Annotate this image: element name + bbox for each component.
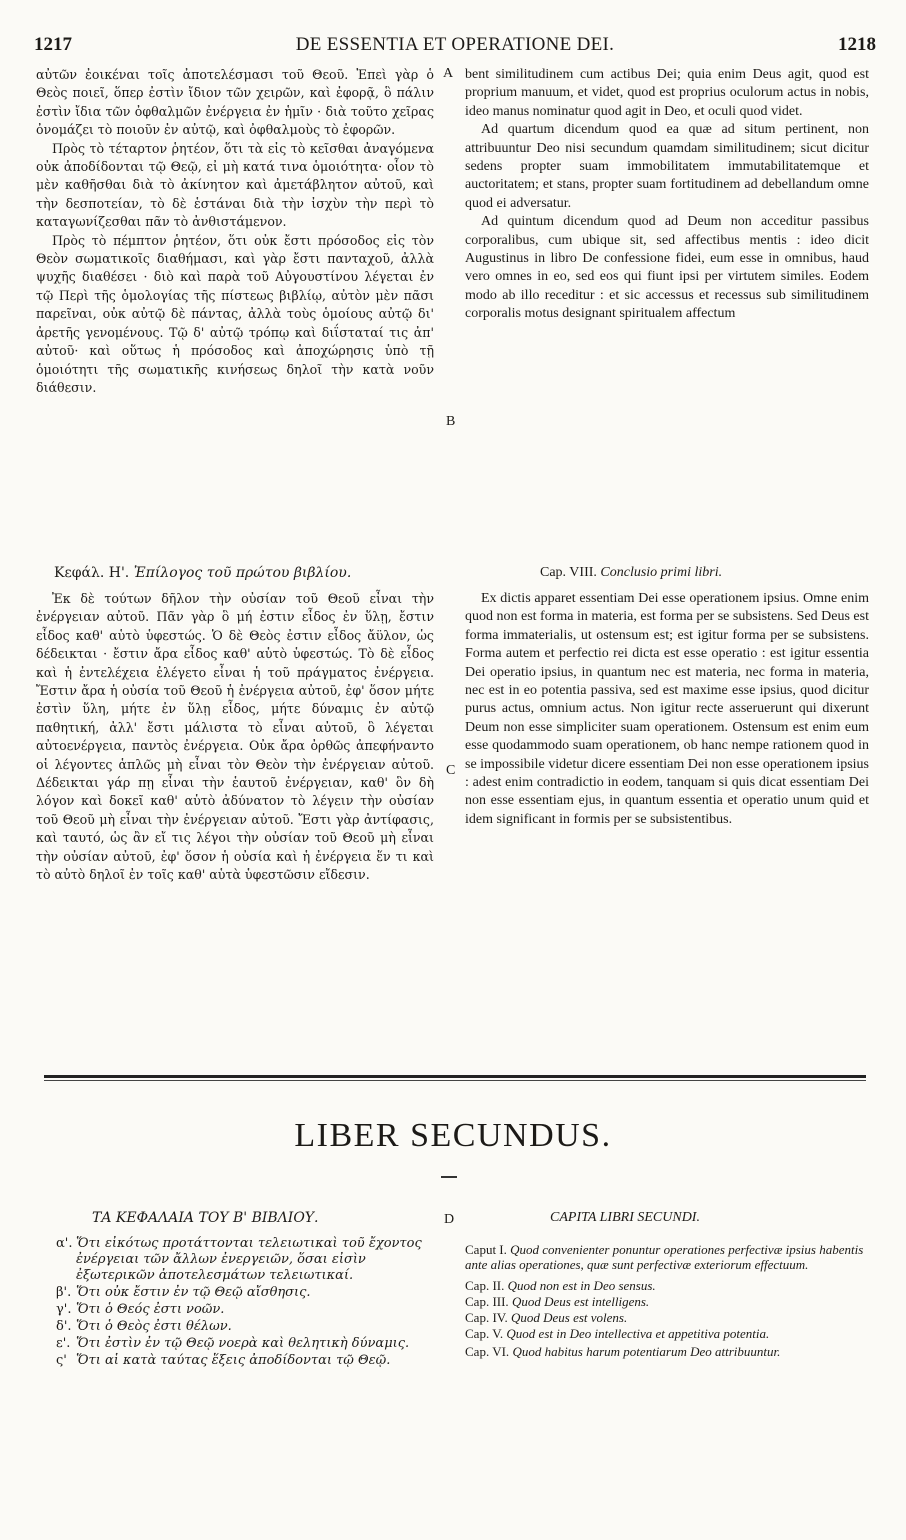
toc-item: [465, 1242, 869, 1272]
toc-item: [465, 1310, 869, 1325]
toc-item-text: Ὅτι αἱ κατὰ ταύτας ἕξεις ἀποδίδονται τῷ Θεῷ.: [76, 1353, 391, 1368]
toc-item-text: Ὅτι ὁ Θεός ἐστι νοῶν.: [76, 1302, 225, 1317]
toc-item-number: Cap. II.: [465, 1278, 505, 1293]
toc-item-number: Caput I.: [465, 1242, 507, 1257]
toc-item: [56, 1302, 441, 1318]
toc-item: [465, 1278, 869, 1293]
toc-item-text: Ὅτι ἐστὶν ἐν τῷ Θεῷ νοερὰ καὶ θελητικὴ δύναμις.: [76, 1336, 410, 1351]
toc-item-text: Ὅτι ὁ Θεὸς ἐστι θέλων.: [76, 1319, 232, 1334]
chapter-number: Cap. VIII.: [540, 565, 597, 580]
toc-item-number: ς': [56, 1353, 67, 1368]
toc-item-text: Quod habitus harum potentiarum Deo attribuuntur.: [512, 1344, 781, 1359]
toc-item: [56, 1336, 441, 1352]
toc-item-text: Quod convenienter ponuntur operationes perfectivæ ipsius habentis ante alias operationes, quæ sunt perfectivæ exteriorum effectuum.: [465, 1242, 864, 1272]
section-divider-thick: [44, 1075, 866, 1078]
latin-column-conclusion: [465, 590, 869, 829]
toc-item-text: Quod non est in Deo sensus.: [507, 1278, 656, 1293]
chapter-title: Conclusio primi libri.: [600, 565, 723, 580]
toc-item-number: Cap. VI.: [465, 1344, 510, 1359]
toc-heading-latin: CAPITA LIBRI SECUNDI.: [550, 1210, 700, 1225]
toc-item: [465, 1294, 869, 1309]
toc-item-number: Cap. V.: [465, 1326, 504, 1341]
short-divider: [441, 1176, 457, 1178]
toc-item-number: β'.: [56, 1285, 72, 1300]
toc-item: [465, 1344, 869, 1359]
margin-marker-d: D: [444, 1212, 455, 1227]
latin-paragraph: Ad quintum dicendum quod ad Deum non acceditur passibus corporalibus, cum ubique sit, sed affectibus mentis : ideo dicit Augustinus in libro De confessione fidei, eum esse in omnibus, haud vero omnes in eo, sed eos qui fiunt ipsi per virtutem similes. Eodem modo ab illo receditur : et sic accessus et recessus sub similitudinem corporalis motus designant spiritualem affectum: [465, 214, 869, 322]
toc-list-greek: [56, 1236, 441, 1370]
toc-item-text: Ὅτι οὐκ ἔστιν ἐν τῷ Θεῷ αἴσθησις.: [76, 1285, 311, 1300]
latin-paragraph: Ad quartum dicendum quod ea quæ ad situm pertinent, non attribuuntur Deo nisi secundum quamdam similitudinem; sicut dicitur sedens propter suam immobilitatem immutabilitatemque et auctoritatem; et stans, propter suam fortitudinem ad debellandum omne quod ei adversatur.: [465, 122, 869, 211]
chapter-number: Κεφάλ. Η'.: [54, 565, 130, 581]
toc-item-text: Quod est in Deo intellectiva et appetitiva potentia.: [506, 1326, 770, 1341]
toc-item-text: Ὅτι εἰκότως προτάττονται τελειωτικαὶ τοῦ ἔχοντος ἐνέργειαι τῶν ἄλλων ἐνεργειῶν, ὅσαι εἰσὶν ἐξωτερικῶν ἀποτελεσμάτων τελειωτικαί.: [76, 1236, 422, 1283]
toc-list-latin: [465, 1242, 869, 1365]
toc-item-number: Cap. IV.: [465, 1310, 508, 1325]
page-number-right: 1218: [838, 34, 876, 55]
page-number-left: 1217: [34, 34, 72, 55]
greek-paragraph: Πρὸς τὸ τέταρτον ῥητέον, ὅτι τὰ εἰς τὸ κεῖσθαι ἀναγόμενα οὐκ ἀποδίδονται τῷ Θεῷ, εἰ μὴ κατά τινα ὁμοιότητα· οἷον τὸ μὲν καθῆσθαι διὰ τὸ ἀκίνητον καὶ ἀμετάβλητον αὐτοῦ, καὶ τὴν δεσποτείαν, τὸ δὲ ἑστάναι διὰ τὴν ἰσχὺν τὴν περὶ τὸ καταγωνίζεσθαι πᾶν τὸ ἀνθιστάμενον.: [36, 140, 434, 230]
chapter-heading-greek: [54, 565, 351, 581]
toc-item-number: γ'.: [56, 1302, 72, 1317]
latin-paragraph: Ex dictis apparet essentiam Dei esse operationem ipsius. Omne enim quod non est forma in materia, est forma per se subsistens. Sed Deus est forma immaterialis, ut ostensum est; est igitur forma per se subsistens. Forma autem et perfectio rei dicta est esse operatio : est igitur essentia Dei operatio ipsius, in quantum nec est materia, nec forma in materia, nec est in eo potentia passiva, sed est maxime esse ipsius, quod dicitur purus actus, omnium actus. Non igitur recte asseruerunt qui dixerunt Deum non esse simpliciter suam operationem. Ostensum est enim eum esse quodammodo suam operationem, ob hanc nempe rationem quod in se impossibile videtur dicere essentiam Dei non esse operationem ipsius : adest enim contradictio in eodem, tanquam si quis dicat essentiam Dei non esse essentiam ejus, in quantum essentia et operatio unum quid et idem significant in formis per se subsistentibus.: [465, 591, 869, 827]
running-header: [34, 34, 876, 58]
toc-item: [56, 1285, 441, 1301]
chapter-title: Ἐπίλογος τοῦ πρώτου βιβλίου.: [133, 565, 352, 581]
running-title: DE ESSENTIA ET OPERATIONE DEI.: [295, 34, 615, 55]
latin-column-top: [465, 66, 869, 324]
toc-item-number: δ'.: [56, 1319, 72, 1334]
greek-paragraph: Ἐκ δὲ τούτων δῆλον τὴν οὐσίαν τοῦ Θεοῦ εἶναι τὴν ἐνέργειαν αὐτοῦ. Πᾶν γὰρ ὃ μή ἐστιν εἶδος ἐν ὕλῃ, ἔστιν εἶδος καθ' αὑτὸ ὑφεστώς. Ὁ δὲ Θεὸς ἐστιν εἶδος ἄϋλον, ὡς δέδεικται · ἔστιν ἄρα εἶδος καθ' αὑτὸ ὑφεστώς. Τὸ δὲ εἶδος καὶ ἡ ἐντελέχεια ἐλέγετο εἶναι ἡ τοῦ πράγματος ἐνέργεια. Ἔστιν ἄρα ἡ οὐσία τοῦ Θεοῦ ἡ ἐνέργεια αὐτοῦ, ἐφ' ὅσον μήτε ἐστὶν ὕλη, μήτε ἐν ὕλῃ εἶδος, μήτε δύναμις ἐν αὐτῷ παθητική, ἀλλ' ἔστι μάλιστα τὸ εἶναι αὐτοῦ, ὃ λέγεται αὐτοενέργεια, παντὸς ἐνέργεια. Οὐκ ἄρα ὀρθῶς ἀπεφήναντο οἱ λέγοντες ἁπλῶς μὴ εἶναι τὸν Θεὸν τὴν ἐνέργειαν αὐτοῦ. Δέδεικται γάρ πῃ εἶναι τὴν ἑαυτοῦ ἐνέργειαν, καθ' ὃν δὴ λόγον καὶ δοκεῖ καθ' αὑτὸ ἀδύνατον τὸ λέγειν τὴν οὐσίαν τοῦ Θεοῦ μὴ εἶναι τὴν ἐνέργειαν αὐτοῦ. Ἔστι γὰρ ἀντίφασις, καὶ ταυτό, ὡς ἂν εἴ τις λέγοι τὴν οὐσίαν τοῦ Θεοῦ μὴ εἶναι τὴν οὐσίαν αὐτοῦ, ἐφ' ὅσον ἡ οὐσία καὶ ἡ ἐνέργεια ἕν τι καὶ τὸ αὐτὸ δηλοῖ ἐν τοῖς καθ' αὑτὰ ὑφεστῶσιν εἴδεσιν.: [36, 591, 434, 883]
greek-paragraph: αὐτῶν ἐοικέναι τοῖς ἀποτελέσμασι τοῦ Θεοῦ. Ἐπεὶ γὰρ ὁ Θεὸς ποιεῖ, ὅπερ ἐστὶν ἴδιον τῶν χειρῶν, καὶ ἐφορᾷ, ὃ πάλιν ἐστὶν ἴδια τῶν ὀφθαλμῶν ἐνέργεια ἐν ἡμῖν · διὰ τοῦτο χεῖρας ὀνομάζει τὸ ποιοῦν ἐν αὐτῷ, καὶ ὀφθαλμοὺς τὸ ἐφορῶν.: [36, 67, 434, 138]
toc-item: [56, 1236, 441, 1284]
margin-marker-a: A: [443, 66, 454, 81]
toc-item-text: Quod Deus est intelligens.: [511, 1294, 650, 1309]
margin-marker-c: C: [446, 763, 456, 778]
book-title: LIBER SECUNDUS.: [294, 1117, 612, 1154]
margin-marker-b: B: [446, 414, 456, 429]
section-divider-thin: [44, 1080, 866, 1081]
toc-item-number: α'.: [56, 1236, 73, 1251]
toc-item-number: Cap. III.: [465, 1294, 509, 1309]
toc-item-text: Quod Deus est volens.: [510, 1310, 628, 1325]
toc-item-number: ε'.: [56, 1336, 71, 1351]
toc-item: [56, 1353, 441, 1369]
toc-item: [465, 1326, 869, 1341]
greek-column-conclusion: [36, 590, 434, 885]
toc-item: [56, 1319, 441, 1335]
chapter-heading-latin: [540, 565, 722, 581]
greek-paragraph: Πρὸς τὸ πέμπτον ῥητέον, ὅτι οὐκ ἔστι πρόσοδος εἰς τὸν Θεὸν σωματικοῖς διαθήμασι, καὶ γὰρ ἔστι πανταχοῦ, ἀλλὰ ψυχῆς διαθέσει · διὸ καὶ παρὰ τοῦ Αὐγουστίνου λέγεται ἐν τῷ Περὶ τῆς ὁμολογίας τῆς πίστεως βιβλίῳ, αὐτὸν μὲν πᾶσι παρεῖναι, οὐκ αὐτῷ δὲ πάντας, ἀλλὰ τοὺς ὁμοίους αὐτῷ δι' ἀρετῆς γενομένους. Τῷ δ' αὐτῷ τρόπῳ καὶ διΐσταταί τις ἀπ' αὐτοῦ· καὶ οὕτως ἡ πρόσοδος καὶ ἀποχώρησις ὑπὸ τῇ ὁμοιότητι τῆς σωματικῆς κινήσεως δηλοῖ τὴν κατὰ νοῦν διάθεσιν.: [36, 232, 434, 395]
latin-paragraph: bent similitudinem cum actibus Dei; quia enim Deus agit, quod est proprium manuum, et videt, quod est proprius oculorum actus in nobis, ideo manus nominatur quod agit in Deo, et oculi quod videt.: [465, 67, 869, 119]
greek-column-top: [36, 66, 434, 397]
toc-heading-greek: ΤΑ ΚΕΦΑΛΑΙΑ ΤΟΥ Β' ΒΙΒΛΙΟΥ.: [92, 1210, 319, 1226]
